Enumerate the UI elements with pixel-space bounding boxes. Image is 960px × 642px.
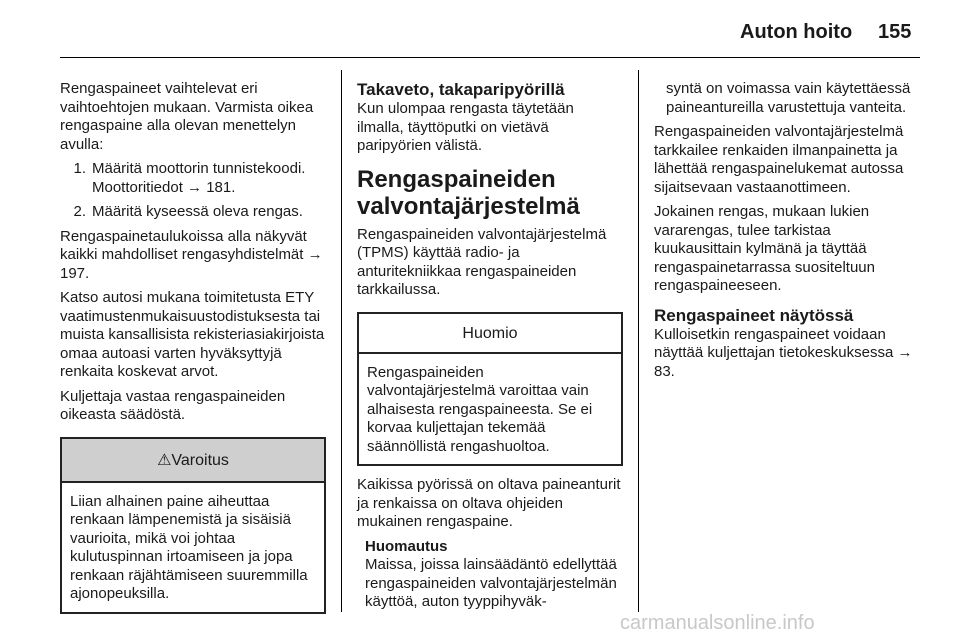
paragraph: Rengaspaineiden valvontajärjestelmä (TPMS) käyttää radio- ja anturitekniikkaa rengaspaineiden tarkkailussa. [357, 225, 607, 298]
notice-box [357, 312, 623, 467]
list-item [60, 160, 326, 197]
list-number: 2. [73, 203, 86, 220]
list-text: Määritä moottorin tunnistekoodi. Moottoritiedot → 181. [92, 160, 306, 196]
paragraph: Kulloisetkin rengaspaineet voidaan näyttää kuljettajan tietokeskuksessa → 83. [654, 325, 913, 380]
note-continuation: syntä on voimassa vain käytettäessä paineantureilla varustettuja vanteita. [666, 80, 911, 116]
list-number: 1. [73, 160, 86, 177]
section-heading: Rengaspaineiden valvontajärjestelmä [357, 165, 580, 220]
notice-text: Rengaspaineiden valvontajärjestelmä varoittaa vain alhaisesta rengaspaineesta. Se ei korvaa kuljettajan tekemää säännöllistä rengashuoltoa. [367, 363, 593, 455]
warning-text: Liian alhainen paine aiheuttaa renkaan lämpenemistä ja sisäisiä vaurioita, mikä voi johtaa kulutuspinnan irtoamiseen ja jopa renkaan räjähtämiseen suuremmilla ajonopeuksilla. [70, 492, 308, 602]
column-divider-2 [638, 70, 639, 612]
page-number: 155 [878, 21, 912, 43]
notice-title: Huomio [359, 314, 621, 354]
header-divider [60, 57, 920, 58]
column-1 [60, 80, 326, 624]
list-text: Määritä kyseessä oleva rengas. [92, 203, 303, 220]
list-item [60, 203, 326, 222]
section-title: Auton hoito [740, 21, 853, 43]
note-text: Maissa, joissa lainsäädäntö edellyttää rengaspaineiden valvontajärjestelmän käyttöä, auton tyyppihyväk- [365, 556, 617, 610]
paragraph: Rengaspaineiden valvontajärjestelmä tarkkailee renkaiden ilmanpainetta ja lähettää rengaspainelukemat autossa sijaitsevaan vastaanottimeen. [654, 123, 904, 196]
paragraph: Kuljettaja vastaa rengaspaineiden oikeasta säädöstä. [60, 387, 286, 423]
warning-icon: ⚠ [157, 451, 172, 469]
paragraph: Rengaspainetaulukoissa alla näkyvät kaikki mahdolliset rengasyhdistelmät → 197. [60, 227, 323, 282]
intro-paragraph: Rengaspaineet vaihtelevat eri vaihtoehtojen mukaan. Varmista oikea rengaspaine alla olevan menettelyn avulla: [60, 80, 314, 153]
subheading: Rengaspaineet näytössä [654, 305, 854, 325]
column-divider-1 [341, 70, 342, 612]
note-title: Huomautus [365, 537, 448, 555]
paragraph: Katso autosi mukana toimitetusta ETY vaatimustenmukaisuustodistuksesta tai muista kansallisista rekisteriasiakirjoista omaa autoasi varten hyväksyttyjä renkaita koskevat arvot. [60, 289, 325, 380]
watermark: carmanualsonline.info [620, 612, 815, 634]
column-3 [654, 80, 920, 387]
paragraph: Kaikissa pyörissä on oltava paineanturit ja renkaissa on oltava ohjeiden mukainen rengaspaine. [357, 476, 621, 530]
column-2 [357, 80, 623, 618]
note-block [357, 538, 623, 612]
paragraph: Jokainen rengas, mukaan lukien vararengas, tulee tarkistaa kuukausittain kylmänä ja täyttää rengaspainetarrassa suositeltuun rengaspaineeseen. [654, 203, 875, 294]
warning-title: Varoitus [171, 451, 229, 469]
subheading: Takaveto, takaparipyörillä [357, 80, 565, 99]
warning-box [60, 437, 326, 614]
warning-header [62, 439, 324, 483]
paragraph: Kun ulompaa rengasta täytetään ilmalla, täyttöputki on vietävä paripyörien välistä. [357, 100, 574, 154]
